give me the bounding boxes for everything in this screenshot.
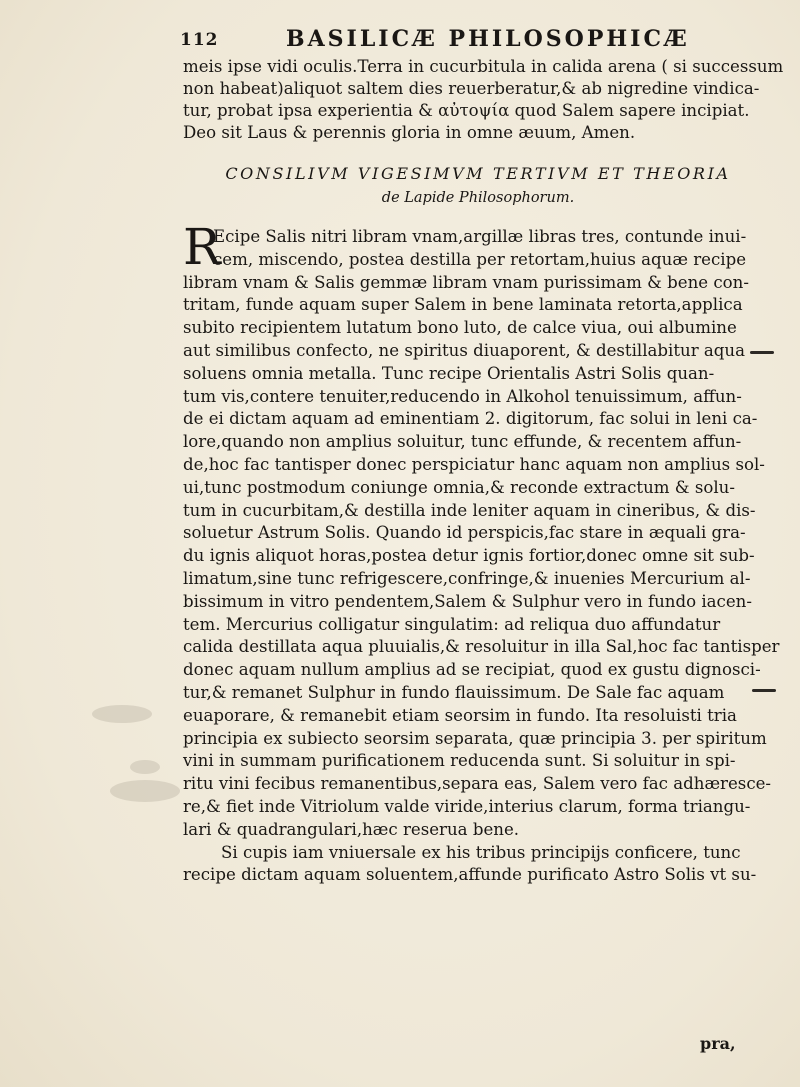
page-header [176, 22, 696, 56]
section-title: CONSILIVM VIGESIMVM TERTIVM ET THEORIA [225, 164, 731, 183]
chapter-line: donec aquam nullum amplius ad se recipiat, quod ex gustu dignosci- [183, 660, 761, 680]
chapter-line: re,& fiet inde Vitriolum valde viride,interius clarum, forma triangu- [183, 796, 751, 816]
chapter-line: Si cupis iam vniuersale ex his tribus principijs conficere, tunc [221, 842, 741, 862]
text-line: meis ipse vidi oculis.Terra in cucurbitula in calida arena ( si successum [183, 57, 784, 76]
page-number: 112 [180, 30, 219, 50]
chapter-line: cem, miscendo, postea destilla per retortam,huius aquæ recipe [213, 249, 747, 269]
chapter-line: recipe dictam aquam soluentem,affunde purificato Astro Solis vt su- [183, 865, 757, 885]
chapter-line: du ignis aliquot horas,postea detur ignis fortior,donec omne sit sub- [183, 546, 755, 566]
chapter-line: soluetur Astrum Solis. Quando id perspicis,fac stare in æquali gra- [183, 523, 746, 543]
margin-mark-right-2 [752, 689, 776, 692]
chapter-body [183, 226, 780, 887]
chapter-line: limatum,sine tunc refrigescere,confringe,& inuenies Mercurium al- [183, 568, 751, 588]
continued-text [183, 56, 784, 144]
chapter-line: calida destillata aqua pluuialis,& resoluitur in illa Sal,hoc fac tantisper [183, 637, 780, 657]
chapter-line: ritu vini fecibus remanentibus,separa eas, Salem vero fac adhærescе- [183, 774, 772, 794]
text-line: non habeat)aliquot saltem dies reuerberatur,& ab nigredine vindica- [183, 78, 760, 98]
chapter-line: vini in summam purificationem reducenda sunt. Si soluitur in spi- [183, 751, 736, 771]
chapter-line: tum in cucurbitam,& destilla inde leniter aquam in cineribus, & dis- [183, 500, 756, 520]
catchword: pra, [700, 1034, 736, 1053]
chapter-line: Ecipe Salis nitri libram vnam,argillæ libras tres, contunde inui- [213, 227, 747, 246]
chapter-line: tem. Mercurius colligatur singulatim: ad reliqua duo affundatur [183, 614, 721, 634]
chapter-line: aut similibus confecto, ne spiritus diuaporent, & destillabitur aqua [183, 340, 745, 360]
chapter-line: de ei dictam aquam ad eminentiam 2. digitorum, fac solui in leni ca- [183, 409, 758, 429]
margin-stain-mid [110, 780, 180, 802]
drop-cap: R [183, 218, 221, 276]
chapter-line: tum vis,contere tenuiter,reducendo in Alkohol tenuissimum, affun- [183, 386, 742, 406]
chapter-line: principia ex subiecto seorsim separata, quæ principia 3. per spiritum [183, 728, 767, 748]
section-subtitle: de Lapide Philosophorum. [381, 190, 575, 206]
chapter-line: libram vnam & Salis gemmæ libram vnam purissimam & bene con- [183, 272, 749, 292]
section-heading [183, 163, 773, 209]
chapter-line: lari & quadrangulari,hæc reserua bene. [183, 819, 520, 839]
text-line: tur, probat ipsa experientia & αὐτοψία quod Salem sapere incipiat. [183, 100, 750, 120]
chapter-line: subito recipientem lutatum bono luto, de calce viua, oui albumine [183, 318, 737, 338]
chapter-line: tur,& remanet Sulphur in fundo flauissimum. De Sale fac aquam [183, 682, 725, 702]
chapter-line: euaporare, & remanebit etiam seorsim in fundo. Ita resoluisti tria [183, 705, 737, 725]
chapter-line: bissimum in vitro pendentem,Salem & Sulphur vero in fundo iacen- [183, 591, 752, 611]
chapter-line: tritam, funde aquam super Salem in bene laminata retorta,applica [183, 295, 743, 315]
text-line: Deo sit Laus & perennis gloria in omne æuum, Amen. [183, 122, 636, 142]
running-title: BASILICÆ PHILOSOPHICÆ [286, 26, 690, 52]
margin-stain-top [92, 705, 152, 723]
chapter-line: ui,tunc postmodum coniunge omnia,& reconde extractum & solu- [183, 477, 735, 497]
margin-stain-low [130, 760, 160, 774]
chapter-line: de,hoc fac tantisper donec perspiciatur hanc aquam non amplius sol- [183, 454, 765, 474]
margin-mark-right-1 [750, 351, 774, 354]
chapter-line: soluens omnia metalla. Tunc recipe Orientalis Astri Solis quan- [183, 363, 715, 383]
chapter-line: lore,quando non amplius soluitur, tunc effunde, & recentem affun- [183, 432, 742, 452]
